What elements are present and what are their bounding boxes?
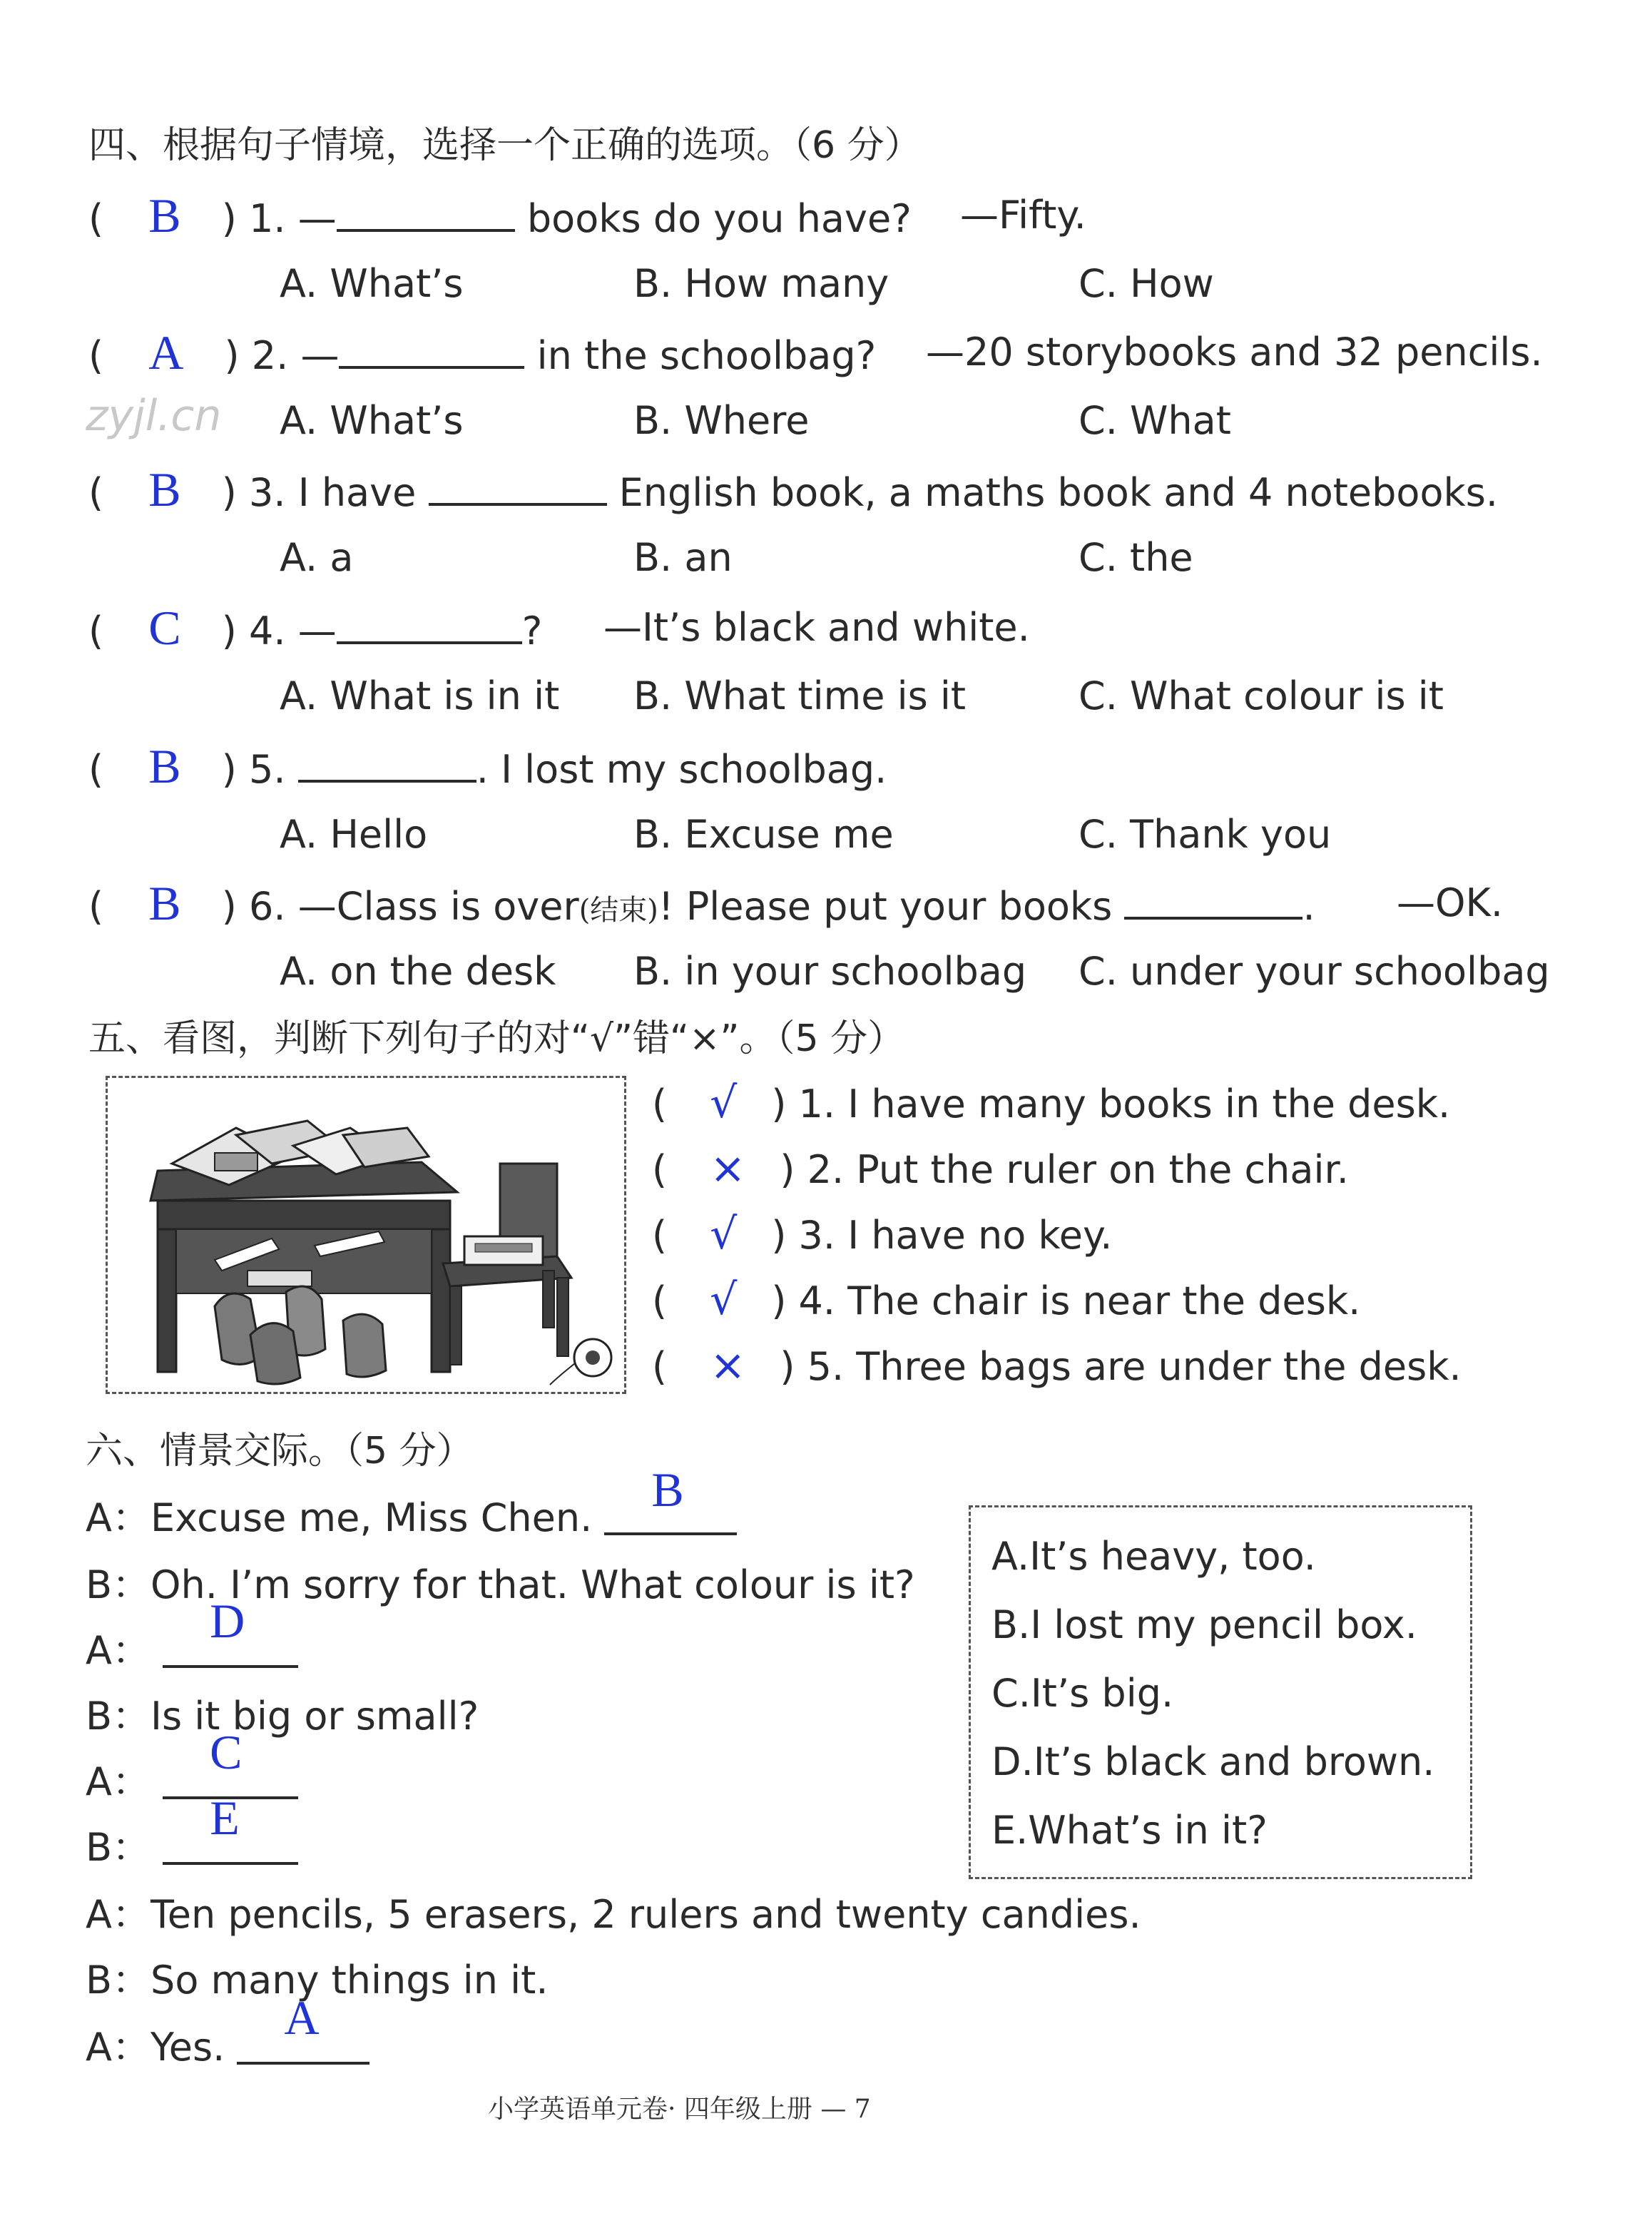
question-6: ( B ) 6. —Class is over(结束)! Please put your books . [88, 876, 1315, 930]
option-3a: A. a [280, 535, 354, 580]
option-5c: C. Thank you [1079, 812, 1332, 857]
blank-line [339, 359, 524, 369]
watermark: zyjl.cn [86, 391, 222, 441]
option-2b: B. Where [633, 398, 810, 443]
option-6a: A. on the desk [280, 949, 556, 994]
blank-line [163, 1855, 298, 1865]
dialogue-line-6: B： E [86, 1825, 298, 1871]
reply-4: —It’s black and white. [603, 605, 1030, 650]
judge-item-5: ( × ) 5. Three bags are under the desk. [652, 1341, 1462, 1390]
dialogue-line-2: B：Oh. I’m sorry for that. What colour is it? [86, 1562, 915, 1607]
question-number: 4. [249, 609, 286, 653]
blank-line [337, 634, 522, 644]
answer-6: B [148, 876, 181, 930]
blank-line [1124, 910, 1302, 920]
option-6c: C. under your schoolbag [1079, 949, 1550, 994]
judge-item-3: ( √ ) 3. I have no key. [652, 1209, 1113, 1259]
question-2: ( A ) 2. — in the schoolbag? [88, 325, 877, 380]
option-1a: A. What’s [280, 261, 464, 306]
blank-line [337, 222, 515, 232]
dialogue-answer-3: D [210, 1594, 245, 1648]
question-number: 2. [251, 333, 289, 378]
choice-a: A.It’s heavy, too. [991, 1534, 1316, 1579]
judge-mark: √ [710, 1275, 738, 1325]
option-6b: B. in your schoolbag [633, 949, 1027, 994]
blank-line [163, 1658, 298, 1668]
option-4a: A. What is in it [280, 673, 560, 718]
question-number: 5. [249, 747, 286, 792]
option-2a: A. What’s [280, 398, 464, 443]
judge-mark: √ [710, 1209, 738, 1259]
section6-heading: 六、情景交际。（5 分） [86, 1430, 474, 1472]
judge-mark: × [710, 1144, 746, 1194]
section5-heading: 五、看图，判断下列句子的对“√”错“×”。（5 分） [88, 1017, 905, 1060]
dialogue-line-3: A： D [86, 1628, 298, 1674]
question-5: ( B ) 5. . I lost my schoolbag. [88, 739, 887, 793]
judge-item-1: ( √ ) 1. I have many books in the desk. [652, 1078, 1451, 1128]
dialogue-line-5: A： C [86, 1759, 298, 1805]
reply-2: —20 storybooks and 32 pencils. [926, 330, 1543, 375]
option-4c: C. What colour is it [1079, 673, 1444, 718]
choice-d: D.It’s black and brown. [991, 1739, 1435, 1784]
chinese-note: (结束) [578, 894, 658, 927]
reply-1: —Fifty. [960, 193, 1086, 238]
question-number: 3. [249, 470, 286, 515]
option-4b: B. What time is it [633, 673, 967, 718]
answer-2: A [148, 325, 184, 380]
answer-3: B [148, 462, 181, 517]
judge-item-2: ( × ) 2. Put the ruler on the chair. [652, 1144, 1349, 1194]
picture-frame [106, 1076, 626, 1394]
dialogue-line-1: A：Excuse me, Miss Chen. B [86, 1495, 737, 1541]
question-number: 6. [249, 884, 286, 929]
option-5a: A. Hello [280, 812, 428, 857]
option-5b: B. Excuse me [633, 812, 894, 857]
dialogue-answer-5: C [210, 1725, 243, 1779]
dialogue-line-9: A：Yes. A [86, 2025, 369, 2070]
choice-e: E.What’s in it? [991, 1808, 1268, 1853]
option-2c: C. What [1079, 398, 1231, 443]
choice-c: C.It’s big. [991, 1671, 1174, 1716]
dialogue-answer-6: E [210, 1791, 240, 1845]
option-1c: C. How [1079, 261, 1214, 306]
question-1: ( B ) 1. — books do you have? [88, 188, 912, 243]
blank-line [429, 496, 607, 506]
reply-6: —OK. [1397, 880, 1504, 925]
judge-mark: × [710, 1341, 746, 1390]
dialogue-answer-1: B [651, 1463, 684, 1517]
judge-item-4: ( √ ) 4. The chair is near the desk. [652, 1275, 1361, 1325]
option-1b: B. How many [633, 261, 889, 306]
answer-1: B [148, 188, 181, 243]
question-number: 1. [249, 196, 286, 241]
answer-5: B [148, 739, 181, 793]
choice-b: B.I lost my pencil box. [991, 1602, 1417, 1647]
dialogue-line-4: B：Is it big or small? [86, 1694, 479, 1739]
blank-line [604, 1525, 737, 1535]
classroom-illustration [108, 1078, 624, 1392]
option-3c: C. the [1079, 535, 1193, 580]
section4-heading: 四、根据句子情境，选择一个正确的选项。（6 分） [88, 124, 922, 167]
judge-mark: √ [710, 1078, 738, 1128]
blank-line [237, 2055, 369, 2065]
option-3b: B. an [633, 535, 733, 580]
dialogue-line-8: B：So many things in it. [86, 1958, 549, 2003]
page-footer: 小学英语单元卷· 四年级上册 — 7 [488, 2095, 871, 2124]
dialogue-line-7: A：Ten pencils, 5 erasers, 2 rulers and twenty candies. [86, 1892, 1141, 1937]
blank-line [298, 773, 476, 783]
question-3: ( B ) 3. I have English book, a maths book and 4 notebooks. [88, 462, 1499, 517]
dialogue-answer-9: A [284, 1990, 320, 2045]
answer-4: C [148, 601, 181, 655]
question-4: ( C ) 4. — ? [88, 601, 543, 655]
